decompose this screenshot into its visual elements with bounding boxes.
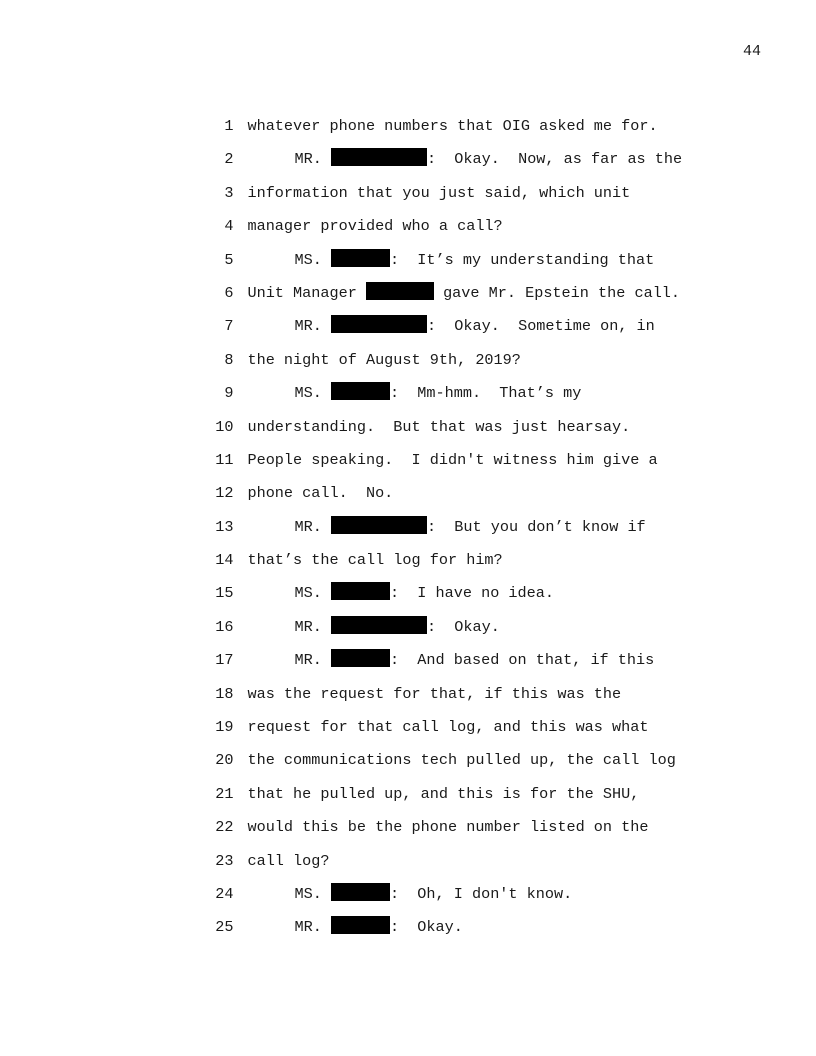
- line-text: : Okay. Sometime on, in: [426, 317, 655, 336]
- line-text: would this be the phone number listed on the: [247, 818, 649, 837]
- line-number: 4: [224, 217, 234, 236]
- line-number: 10: [215, 417, 234, 436]
- line-number: 8: [224, 350, 234, 369]
- line-number: 24: [215, 884, 234, 903]
- transcript-line: [160, 227, 700, 269]
- transcript-line: [160, 794, 700, 837]
- line-number: 11: [215, 450, 234, 469]
- page-number: 44: [742, 43, 761, 60]
- line-number: 16: [215, 617, 234, 636]
- speaker-title: MR.: [294, 617, 322, 636]
- line-number: 23: [215, 851, 234, 870]
- transcript-line: [160, 861, 700, 903]
- line-number: 5: [224, 250, 234, 269]
- transcript-line: [160, 627, 700, 670]
- line-text: : Okay.: [389, 918, 463, 937]
- line-text: whatever phone numbers that OIG asked me for.: [247, 117, 658, 135]
- line-text-continued: gave Mr. Epstein the call.: [433, 283, 681, 302]
- line-text: : I have no idea.: [389, 584, 554, 603]
- speaker-title: MS.: [294, 250, 322, 269]
- line-number: 1: [224, 117, 234, 135]
- line-number: 13: [215, 517, 234, 536]
- transcript-line: [160, 594, 700, 636]
- line-number: 18: [215, 684, 234, 703]
- line-text: Unit Manager: [247, 283, 366, 302]
- line-number: 3: [224, 183, 234, 202]
- line-number: 15: [215, 584, 234, 603]
- line-text: : Okay.: [426, 617, 500, 636]
- transcript-line: [160, 694, 700, 737]
- line-number: 21: [215, 784, 234, 803]
- line-text: phone call. No.: [247, 484, 394, 503]
- speaker-title: MR.: [294, 150, 322, 169]
- line-text: : But you don’t know if: [426, 517, 646, 536]
- speaker-title: MR.: [294, 918, 322, 937]
- line-text: manager provided who a call?: [247, 217, 503, 236]
- line-text: information that you just said, which unit: [247, 183, 631, 202]
- line-text: the communications tech pulled up, the call log: [247, 751, 676, 770]
- speaker-title: MR.: [294, 651, 322, 670]
- transcript-line: [160, 828, 700, 870]
- transcript-line: [160, 193, 700, 236]
- transcript-line: [160, 460, 700, 503]
- transcript-line: [160, 327, 700, 369]
- line-text: People speaking. I didn't witness him give a: [247, 450, 658, 469]
- transcript-line: [160, 360, 700, 403]
- line-number: 14: [215, 551, 234, 570]
- line-number: 2: [224, 150, 234, 169]
- line-text: : Okay. Now, as far as the: [426, 150, 683, 169]
- line-text: the night of August 9th, 2019?: [247, 350, 521, 369]
- transcript-body: [160, 93, 700, 937]
- transcript-line: [160, 494, 700, 536]
- line-number: 9: [224, 384, 234, 403]
- transcript-line: [160, 293, 700, 336]
- line-number: 17: [215, 651, 234, 670]
- transcript-line: [160, 560, 700, 603]
- speaker-title: MS.: [294, 384, 322, 403]
- transcript-line: [160, 527, 700, 570]
- line-text: : Oh, I don't know.: [389, 884, 573, 903]
- transcript-line: [160, 761, 700, 803]
- transcript-line: [160, 894, 700, 937]
- line-number: 12: [215, 484, 234, 503]
- transcript-line: [160, 727, 700, 770]
- line-number: 7: [224, 317, 234, 336]
- line-number: 6: [224, 283, 234, 302]
- line-text: request for that call log, and this was what: [247, 718, 649, 737]
- line-text: was the request for that, if this was the: [247, 684, 622, 703]
- transcript-line: [160, 661, 700, 703]
- transcript-line: [160, 126, 700, 169]
- line-text: call log?: [247, 851, 330, 870]
- speaker-title: MS.: [294, 584, 322, 603]
- line-number: 25: [215, 918, 234, 937]
- transcript-line: [160, 260, 700, 302]
- speaker-title: MR.: [294, 317, 322, 336]
- line-number: 22: [215, 818, 234, 837]
- line-text: : Mm-hmm. That’s my: [389, 384, 582, 403]
- line-text: : And based on that, if this: [389, 651, 655, 670]
- line-text: that’s the call log for him?: [247, 551, 503, 570]
- transcript-line: [160, 160, 700, 202]
- line-number: 19: [215, 718, 234, 737]
- speaker-title: MS.: [294, 884, 322, 903]
- line-number: 20: [215, 751, 234, 770]
- transcript-line: [160, 93, 700, 135]
- transcript-line: [160, 427, 700, 469]
- speaker-title: MR.: [294, 517, 322, 536]
- redaction-block: [331, 916, 390, 934]
- transcript-line: [160, 394, 700, 436]
- line-text: that he pulled up, and this is for the SHU,: [247, 784, 640, 803]
- line-text: understanding. But that was just hearsay.: [247, 417, 631, 436]
- line-text: : It’s my understanding that: [389, 250, 655, 269]
